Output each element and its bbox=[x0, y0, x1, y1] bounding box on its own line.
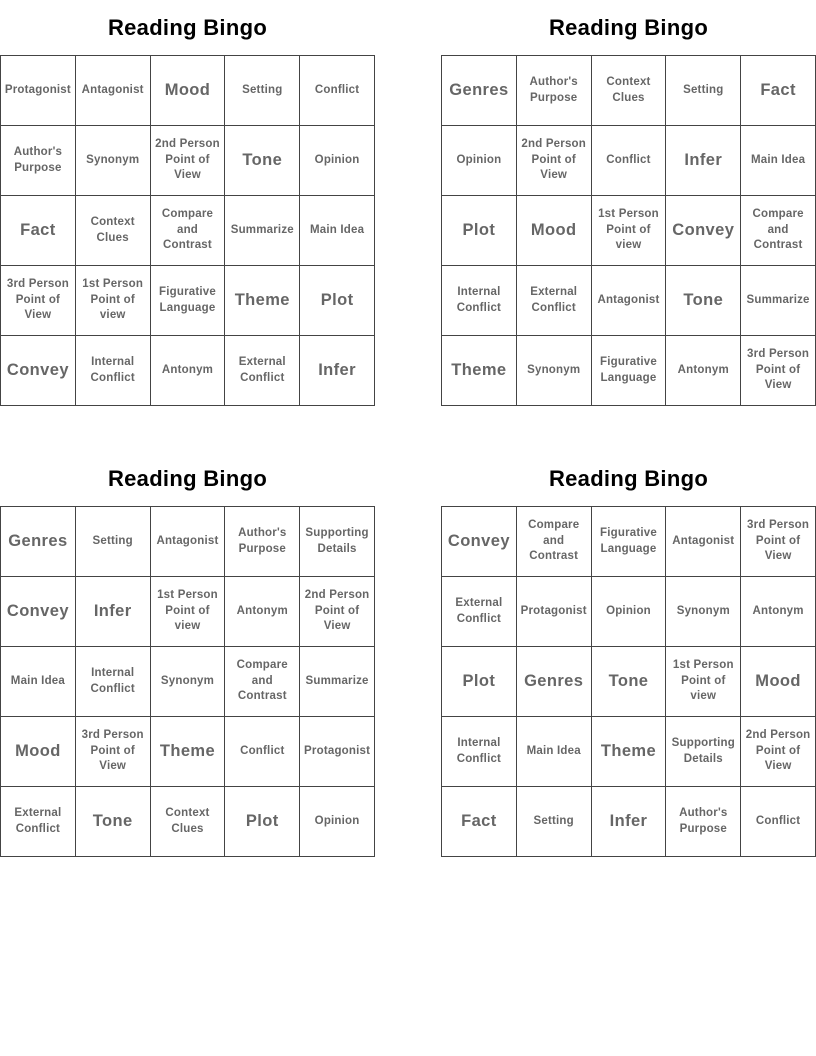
bingo-cell: External Conflict bbox=[517, 266, 592, 336]
bingo-cell: Convey bbox=[442, 507, 517, 577]
bingo-cell: External Conflict bbox=[1, 787, 76, 857]
bingo-cell: Author's Purpose bbox=[517, 56, 592, 126]
bingo-cell: Main Idea bbox=[741, 126, 816, 196]
card-title: Reading Bingo bbox=[107, 466, 268, 491]
bingo-cell: Theme bbox=[592, 717, 667, 787]
bingo-cell: Mood bbox=[517, 196, 592, 266]
bingo-cell: Tone bbox=[592, 647, 667, 717]
bingo-cell: Synonym bbox=[151, 647, 226, 717]
bingo-cell: Setting bbox=[666, 56, 741, 126]
bingo-cell: Context Clues bbox=[592, 56, 667, 126]
bingo-cell: Mood bbox=[1, 717, 76, 787]
bingo-cell: Opinion bbox=[300, 787, 375, 857]
bingo-cell: Antonym bbox=[151, 336, 226, 406]
bingo-cell: Protagonist bbox=[300, 717, 375, 787]
card-title: Reading Bingo bbox=[548, 15, 709, 40]
bingo-cell: Synonym bbox=[666, 577, 741, 647]
bingo-cell: Infer bbox=[76, 577, 151, 647]
bingo-cell: External Conflict bbox=[225, 336, 300, 406]
bingo-cell: Protagonist bbox=[1, 56, 76, 126]
bingo-cell: Author's Purpose bbox=[1, 126, 76, 196]
bingo-cell: Setting bbox=[517, 787, 592, 857]
bingo-cell: Figurative Language bbox=[592, 336, 667, 406]
bingo-cell: Mood bbox=[151, 56, 226, 126]
bingo-cell: Compare and Contrast bbox=[517, 507, 592, 577]
bingo-cell: Opinion bbox=[442, 126, 517, 196]
bingo-cell: Context Clues bbox=[76, 196, 151, 266]
bingo-cell: Author's Purpose bbox=[225, 507, 300, 577]
bingo-cell: Antonym bbox=[741, 577, 816, 647]
bingo-cell: Context Clues bbox=[151, 787, 226, 857]
bingo-cell: Antagonist bbox=[76, 56, 151, 126]
bingo-cell: Compare and Contrast bbox=[225, 647, 300, 717]
bingo-cell: 1st Person Point of view bbox=[666, 647, 741, 717]
bingo-cell: Plot bbox=[225, 787, 300, 857]
bingo-cell: Plot bbox=[300, 266, 375, 336]
bingo-cell: Main Idea bbox=[300, 196, 375, 266]
bingo-cell: Summarize bbox=[741, 266, 816, 336]
bingo-cell: Figurative Language bbox=[592, 507, 667, 577]
bingo-cell: Convey bbox=[666, 196, 741, 266]
bingo-cell: Infer bbox=[592, 787, 667, 857]
bingo-cell: Mood bbox=[741, 647, 816, 717]
bingo-cell: Supporting Details bbox=[666, 717, 741, 787]
bingo-cell: Author's Purpose bbox=[666, 787, 741, 857]
bingo-cell: Fact bbox=[1, 196, 76, 266]
bingo-cell: 2nd Person Point of View bbox=[300, 577, 375, 647]
bingo-cell: Summarize bbox=[300, 647, 375, 717]
bingo-cell: Synonym bbox=[517, 336, 592, 406]
bingo-cell: Opinion bbox=[592, 577, 667, 647]
bingo-cell: Internal Conflict bbox=[76, 336, 151, 406]
bingo-cell: Antagonist bbox=[592, 266, 667, 336]
bingo-cell: Opinion bbox=[300, 126, 375, 196]
bingo-cell: Infer bbox=[666, 126, 741, 196]
bingo-cell: Summarize bbox=[225, 196, 300, 266]
card-title: Reading Bingo bbox=[107, 15, 268, 40]
bingo-cell: 1st Person Point of view bbox=[592, 196, 667, 266]
bingo-cell: Supporting Details bbox=[300, 507, 375, 577]
bingo-cell: Convey bbox=[1, 336, 76, 406]
bingo-cell: Theme bbox=[151, 717, 226, 787]
bingo-cell: Plot bbox=[442, 647, 517, 717]
bingo-grid bbox=[441, 55, 816, 406]
bingo-cell: Internal Conflict bbox=[442, 717, 517, 787]
bingo-cell: Antonym bbox=[666, 336, 741, 406]
bingo-cell: Tone bbox=[225, 126, 300, 196]
bingo-cell: Antonym bbox=[225, 577, 300, 647]
bingo-cell: Conflict bbox=[741, 787, 816, 857]
bingo-cell: Main Idea bbox=[1, 647, 76, 717]
bingo-cell: Compare and Contrast bbox=[741, 196, 816, 266]
bingo-cell: 3rd Person Point of View bbox=[741, 336, 816, 406]
bingo-cell: Setting bbox=[225, 56, 300, 126]
bingo-cell: 3rd Person Point of View bbox=[1, 266, 76, 336]
bingo-cell: Convey bbox=[1, 577, 76, 647]
bingo-cell: Plot bbox=[442, 196, 517, 266]
bingo-cell: Setting bbox=[76, 507, 151, 577]
bingo-cell: 1st Person Point of view bbox=[151, 577, 226, 647]
bingo-cell: Fact bbox=[442, 787, 517, 857]
bingo-cell: Conflict bbox=[225, 717, 300, 787]
bingo-cell: 2nd Person Point of View bbox=[517, 126, 592, 196]
bingo-cell: Genres bbox=[1, 507, 76, 577]
bingo-cell: Tone bbox=[76, 787, 151, 857]
bingo-cell: 1st Person Point of view bbox=[76, 266, 151, 336]
bingo-cell: Theme bbox=[225, 266, 300, 336]
bingo-cell: Tone bbox=[666, 266, 741, 336]
bingo-cell: Genres bbox=[517, 647, 592, 717]
bingo-cell: Infer bbox=[300, 336, 375, 406]
bingo-cell: Conflict bbox=[592, 126, 667, 196]
bingo-cell: Antagonist bbox=[666, 507, 741, 577]
bingo-cell: 2nd Person Point of View bbox=[741, 717, 816, 787]
bingo-cell: Figurative Language bbox=[151, 266, 226, 336]
bingo-cell: Internal Conflict bbox=[76, 647, 151, 717]
bingo-cell: Conflict bbox=[300, 56, 375, 126]
bingo-cell: Synonym bbox=[76, 126, 151, 196]
bingo-cell: Protagonist bbox=[517, 577, 592, 647]
card-title: Reading Bingo bbox=[548, 466, 709, 491]
bingo-cell: 2nd Person Point of View bbox=[151, 126, 226, 196]
bingo-cell: Compare and Contrast bbox=[151, 196, 226, 266]
bingo-cell: Theme bbox=[442, 336, 517, 406]
bingo-cell: Main Idea bbox=[517, 717, 592, 787]
bingo-cell: Internal Conflict bbox=[442, 266, 517, 336]
bingo-cell: External Conflict bbox=[442, 577, 517, 647]
bingo-grid bbox=[0, 506, 375, 857]
bingo-cell: Genres bbox=[442, 56, 517, 126]
bingo-cell: Fact bbox=[741, 56, 816, 126]
bingo-grid bbox=[0, 55, 375, 406]
bingo-grid bbox=[441, 506, 816, 857]
bingo-cell: 3rd Person Point of View bbox=[76, 717, 151, 787]
bingo-cell: 3rd Person Point of View bbox=[741, 507, 816, 577]
bingo-cell: Antagonist bbox=[151, 507, 226, 577]
